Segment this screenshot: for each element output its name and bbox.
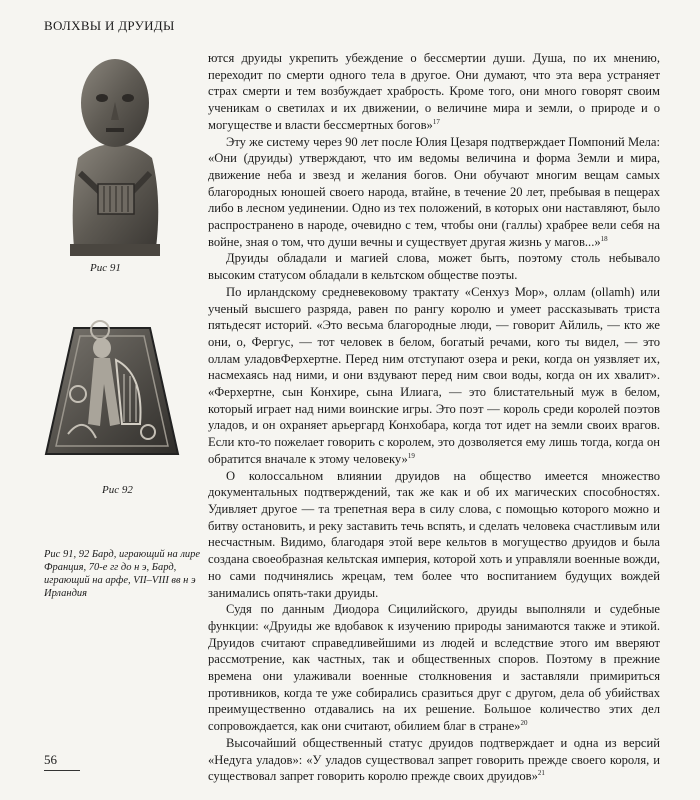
figure-91-label: Рис 91 xyxy=(90,262,121,274)
paragraph: По ирландскому средневековому трактату «Сенхуз Мор», оллам (ollamh) или ученый высшего разряда, равен по рангу королю и умеет рассказывать триста пятьдесят историй. «Это весьма благородные люди, — говорит Айлиль, — кто же они, о, Фергус, — тот человек в белом, богатый речами, кого ты видел, — это оллам уладовФерхертне. Перед ним отступают озера и реки, когда он уязвляет их, насмехаясь над ними, и они вздувают перед ним свои воды, когда он их хвалит». «Ферхертне, сын Конхире, сына Илиага, — это блистательный муж в белом, который играет над ними воинские игры. Это поэт — король среди королей поэтов уладов, и он охраняет арьергард Конхобара, когда тот идет на земли своих врагов. Если кто-то пожелает говорить с королем, это дозволяется ему лишь тогда, когда он обратится вначале к этому человеку»$^{19}$ xyxy=(208,284,660,466)
paragraph: Судя по данным Диодора Сицилийского, друиды выполняли и судебные функции: «Друиды же вдобавок к изучению природы занимаются также и этикой. Друидов считают справедливейшими из людей и вследствие этого им вверяют рассмотрение, как частных, так и общественных споров. Поэтому в прежние времена они улаживали военные столкновения и заставляли примириться противников, когда те уже собирались сразиться друг с другом, дела об убийствах преимущественно отдавались на их решение. Большое количество этих дел сопровождается, как они считают, обилием благ в стране»$^{20}$ xyxy=(208,602,660,734)
running-header: ВОЛХВЫ И ДРУИДЫ xyxy=(44,18,175,33)
paragraph: Эту же систему через 90 лет после Юлия Цезаря подтверждает Помпоний Мела: «Они (друиды) утверждают, что им ведомы величина и форма Земли и мира, движение неба и звезд и желания богов. Они обучают многим вещам самых благородных юношей своего народа, втайне, в течение 20 лет, пребывая в пещерах либо в лесном уединении. Одно из тех положений, в которых они наставляют, было распространено в народе, очевидно с тем, чтобы они (галлы) храбрее вели себя на войне, зная о том, что души вечны и существует другая жизнь у магов...»$^{18}$ xyxy=(208,134,660,249)
figure-92-label: Рис 92 xyxy=(102,484,133,496)
paragraph: Высочайший общественный статус друидов подтверждает и одна из версий «Недуга уладов»: «У уладов существовал запрет говорить прежде своего короля, и существовал запрет говорить королю прежде своих друидов»$^{21}$ xyxy=(208,735,660,784)
figure-91-image xyxy=(56,48,174,256)
body-text xyxy=(208,50,660,785)
paragraph: О колоссальном влиянии друидов на общество имеется множество документальных подтверждений, так же как и об их магических способностях. Удивляет другое — та трепетная вера в силу слова, с помощью которого можно и битву остановить, и реку заставить течь вспять, и сделать человека счастливым или несчастным. Видимо, благодаря этой вере кельтов в могущество друидов и была создана своеобразная кельтская империя, которой хоть и управляли военные вожди, но сами подчинялись жрецам, тем более что воспитанием будущих вождей занимались опять-таки друиды. xyxy=(208,468,660,600)
page-number: 56 xyxy=(44,752,57,767)
figure-caption: Рис 91, 92 Бард, играющий на лире Франция, 70-е гг до н э, Бард, играющий на арфе, VII–VIII вв н э Ирландия xyxy=(44,549,201,599)
page-number-rule xyxy=(44,770,80,771)
paragraph: ются друиды укрепить убеждение о бессмертии души. Душа, по их мнению, переходит по смерти одного тела в другое. Они думают, что эта вера устраняет страх смерти и тем возбуждает храбрость. Кроме того, они много говорят своим ученикам о светилах и их движении, о величине мира и земли, о природе и о могуществе и власти бессмертных богов»$^{17}$ xyxy=(208,51,660,132)
figure-92-image xyxy=(44,314,180,459)
paragraph: Друиды обладали и магией слова, может быть, поэтому столь небывало высоким статусом обладали в кельтском обществе поэты. xyxy=(208,251,660,283)
